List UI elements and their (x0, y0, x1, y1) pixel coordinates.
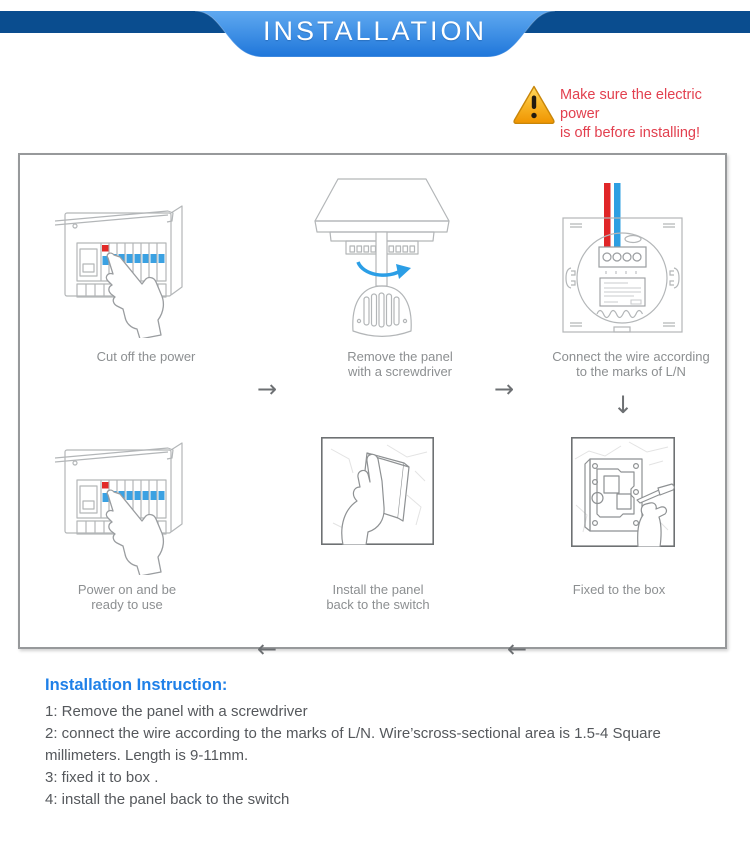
instruction-item-3: 3: fixed it to box . (45, 769, 159, 786)
warning-line-1: Make sure the electric power (560, 87, 702, 122)
arrow-left-icon: ← (506, 635, 528, 663)
arrow-right-icon: → (493, 375, 515, 403)
warning-line-2: is off before installing! (560, 125, 700, 141)
caption-connect-wire: Connect the wire according to the marks of L/N (552, 349, 710, 379)
instruction-item-1: 1: Remove the panel with a screwdriver (45, 703, 308, 720)
warning-text (560, 86, 745, 143)
caption-remove-panel: Remove the panel with a screwdriver (347, 349, 453, 379)
remove-panel-illustration (312, 176, 452, 346)
caption-fixed-to-box: Fixed to the box (572, 582, 666, 597)
connect-wire-illustration (561, 183, 686, 338)
power-on-illustration (55, 420, 195, 575)
instruction-item-2: 2: connect the wire according to the marks of L/N. Wire’scross-sectional area is 1.5-4 Square millimeters. Length is 9-11mm. (45, 725, 661, 764)
arrow-down-icon: ↓ (612, 391, 634, 419)
steps-frame (18, 153, 727, 663)
cut-power-illustration (55, 183, 195, 338)
warning-triangle-icon (512, 84, 556, 124)
instruction-item-4: 4: install the panel back to the switch (45, 791, 290, 808)
page-title: INSTALLATION (262, 16, 488, 46)
fixed-to-box-illustration (571, 437, 675, 547)
install-panel-illustration (321, 437, 434, 545)
arrow-left-icon: ← (256, 635, 278, 663)
installation-instructions (45, 676, 707, 811)
arrow-right-icon: → (256, 375, 278, 403)
caption-install-panel: Install the panel back to the switch (326, 582, 430, 612)
caption-power-on: Power on and be ready to use (77, 582, 177, 612)
instructions-title: Installation Instruction: (45, 676, 228, 694)
caption-cut-power: Cut off the power (96, 349, 196, 364)
